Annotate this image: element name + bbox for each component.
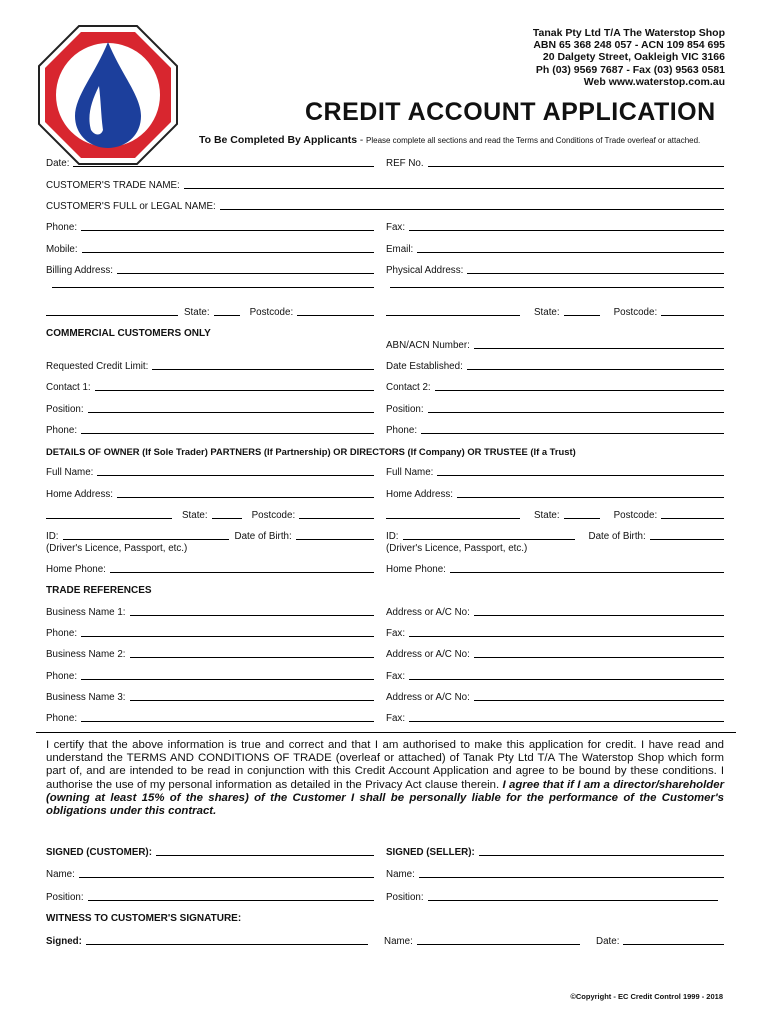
- section-divider: [36, 732, 736, 733]
- business1-name-field[interactable]: Business Name 1:: [46, 607, 374, 618]
- email-field[interactable]: Email:: [386, 244, 724, 255]
- contact2-position-field[interactable]: Position:: [386, 404, 724, 415]
- fax-field[interactable]: Fax:: [386, 222, 724, 233]
- owner2-home-phone-field[interactable]: Home Phone:: [386, 564, 724, 575]
- mobile-field[interactable]: Mobile:: [46, 244, 374, 255]
- business2-address-field[interactable]: Address or A/C No:: [386, 649, 724, 660]
- phone-field[interactable]: Phone:: [46, 222, 374, 233]
- legal-name-field[interactable]: CUSTOMER'S FULL or LEGAL NAME:: [46, 201, 724, 212]
- waterstop-logo: [37, 24, 179, 166]
- seller-position-field[interactable]: Position:: [386, 892, 718, 903]
- owner1-full-name-field[interactable]: Full Name:: [46, 467, 374, 478]
- witness-date-field[interactable]: Date:: [596, 936, 724, 947]
- billing-state-postcode[interactable]: State: Postcode:: [46, 307, 374, 318]
- company-name: Tanak Pty Ltd T/A The Waterstop Shop: [532, 27, 725, 39]
- owner1-home-phone-field[interactable]: Home Phone:: [46, 564, 374, 575]
- owner1-state-postcode[interactable]: State: Postcode:: [46, 510, 374, 521]
- contact1-phone-field[interactable]: Phone:: [46, 425, 374, 436]
- form-subtitle: To Be Completed By Applicants - Please complete all sections and read the Terms and Conditions of Trade overleaf or attached.: [199, 134, 701, 146]
- copyright-notice: ©Copyright - EC Credit Control 1999 - 2018: [570, 992, 723, 1001]
- business2-fax-field[interactable]: Fax:: [386, 671, 724, 682]
- trade-name-field[interactable]: CUSTOMER'S TRADE NAME:: [46, 180, 724, 191]
- witness-name-field[interactable]: Name:: [384, 936, 580, 947]
- contact1-position-field[interactable]: Position:: [46, 404, 374, 415]
- company-web: Web www.waterstop.com.au: [583, 75, 725, 88]
- business3-phone-field[interactable]: Phone:: [46, 713, 374, 724]
- subtitle-instructions: Please complete all sections and read the Terms and Conditions of Trade overleaf or attached.: [366, 136, 701, 145]
- billing-address-line2[interactable]: [52, 286, 374, 290]
- signed-seller-field[interactable]: SIGNED (SELLER):: [386, 847, 724, 858]
- owner1-id-dob[interactable]: ID: Date of Birth:: [46, 531, 374, 542]
- ref-field[interactable]: REF No.: [386, 158, 724, 169]
- certification-text: I certify that the above information is true and correct and that I am authorised to make this application for credit. I have read and understand the TERMS AND CONDITIONS OF TRADE (overleaf or attached) of Tanak Pty Ltd T/A The Waterstop Shop which form part of, and are intended to be read in conjunction with this Credit Account Application and agree to be bound by these conditions. I authorise the use of my personal information as detailed in the Privacy Act clause therein.: [46, 739, 724, 791]
- company-address: 20 Dalgety Street, Oakleigh VIC 3166: [542, 51, 725, 64]
- witness-signed-field[interactable]: Signed:: [46, 936, 368, 947]
- owner2-state-postcode[interactable]: State: Postcode:: [386, 510, 724, 521]
- business1-address-field[interactable]: Address or A/C No:: [386, 607, 724, 618]
- owner2-id-note: (Driver's Licence, Passport, etc.): [386, 543, 528, 554]
- business3-name-field[interactable]: Business Name 3:: [46, 692, 374, 703]
- seller-name-field[interactable]: Name:: [386, 869, 724, 880]
- business3-address-field[interactable]: Address or A/C No:: [386, 692, 724, 703]
- physical-address-line2[interactable]: [390, 286, 724, 290]
- trade-references-header: TRADE REFERENCES: [46, 585, 152, 596]
- owner1-home-address-field[interactable]: Home Address:: [46, 489, 374, 500]
- physical-address-field[interactable]: Physical Address:: [386, 265, 724, 276]
- contact2-phone-field[interactable]: Phone:: [386, 425, 724, 436]
- credit-limit-field[interactable]: Requested Credit Limit:: [46, 361, 374, 372]
- certification-statement: [46, 739, 724, 818]
- owner1-id-note: (Driver's Licence, Passport, etc.): [46, 543, 188, 554]
- date-field[interactable]: Date:: [46, 158, 374, 169]
- signed-customer-field[interactable]: SIGNED (CUSTOMER):: [46, 847, 374, 858]
- business1-fax-field[interactable]: Fax:: [386, 628, 724, 639]
- owner2-full-name-field[interactable]: Full Name:: [386, 467, 724, 478]
- owner2-home-address-field[interactable]: Home Address:: [386, 489, 724, 500]
- billing-address-field[interactable]: Billing Address:: [46, 265, 374, 276]
- business3-fax-field[interactable]: Fax:: [386, 713, 724, 724]
- business2-name-field[interactable]: Business Name 2:: [46, 649, 374, 660]
- business2-phone-field[interactable]: Phone:: [46, 671, 374, 682]
- abn-field[interactable]: ABN/ACN Number:: [386, 340, 724, 351]
- owner2-id-dob[interactable]: ID: Date of Birth:: [386, 531, 724, 542]
- customer-position-field[interactable]: Position:: [46, 892, 374, 903]
- witness-header: WITNESS TO CUSTOMER'S SIGNATURE:: [46, 913, 242, 924]
- commercial-header: COMMERCIAL CUSTOMERS ONLY: [46, 328, 211, 339]
- subtitle-bold: To Be Completed By Applicants: [199, 134, 358, 146]
- contact2-field[interactable]: Contact 2:: [386, 382, 724, 393]
- date-established-field[interactable]: Date Established:: [386, 361, 724, 372]
- physical-state-postcode[interactable]: State: Postcode:: [386, 307, 724, 318]
- business1-phone-field[interactable]: Phone:: [46, 628, 374, 639]
- company-abn: ABN 65 368 248 057 - ACN 109 854 695: [533, 39, 725, 52]
- company-details: [533, 27, 725, 88]
- form-title: CREDIT ACCOUNT APPLICATION: [305, 98, 716, 126]
- customer-name-field[interactable]: Name:: [46, 869, 374, 880]
- owners-header: DETAILS OF OWNER (If Sole Trader) PARTNERS (If Partnership) OR DIRECTORS (If Company) OR TRUSTEE (If a Trust): [46, 446, 576, 457]
- certification-liability: I agree that if I am a director/shareholder (owning at least 15% of the shares) of the Customer I shall be personally liable for the performance of the Customer's obligations under this contract.: [46, 778, 724, 818]
- contact1-field[interactable]: Contact 1:: [46, 382, 374, 393]
- company-phone: Ph (03) 9569 7687 - Fax (03) 9563 0581: [535, 63, 725, 76]
